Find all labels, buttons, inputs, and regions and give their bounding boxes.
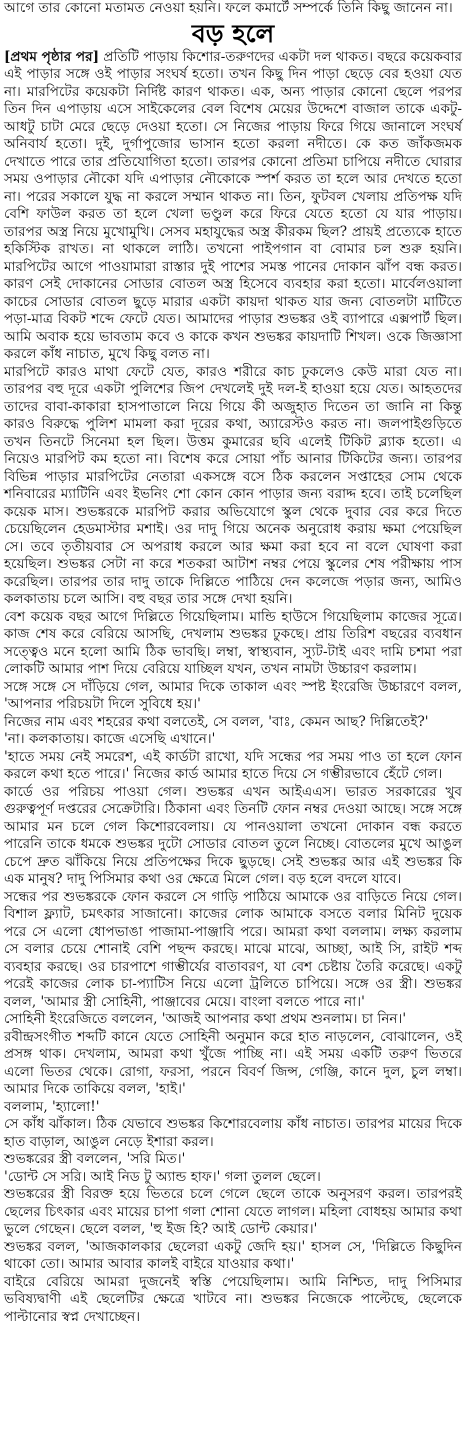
article-paragraph: মারপিটে কারও মাথা ফেটে যেত, কারও শরীরে কাচ ঢুকলেও কেউ মারা যেত না। তারপর বহু দূরে একটা পুলিশের জিপ দেখলেই দুই দল-ই হাওয়া হয়ে যেত। আহতদের তাদের বাবা-কাকারা হাসপাতালে নিয়ে গিয়ে কী অজুহাত দিতেন তা জানি না কিন্তু কারও বিরুদ্ধে পুলিশ মামলা করা দূরের কথা, অ্যারেস্টও করত না। জলপাইগুড়িতে তখন তিনটে সিনেমা হল ছিল। উত্তম কুমারের ছবি এলেই টিকিট ব্ল্যাক হতো। এ নিয়েও মারপিট কম হতো না। বিশেষ করে সোয়া পাঁচ আনার টিকিটের জন্য। তারপর বিভিন্ন পাড়ার মারপিটের নেতারা একসঙ্গে বসে ঠিক করলেন সপ্তাহের সোম থেকে শনিবারের ম্যাটিনি এবং ইভনিং শো কোন কোন পাড়ার জন্য বরাদ্দ হবে। তাই চলেছিল কয়েক মাস। শুভঙ্করকে মারপিট করার অভিযোগে স্কুল থেকে দুবার বের করে দিতে চেয়েছিলেন হেডমাস্টার মশাই। ওর দাদু গিয়ে অনেক অনুরোধ করায় ক্ষমা পেয়েছিল সে। তবে তৃতীয়বার সে অপরাধ করলে আর ক্ষমা করা হবে না বলে ঘোষণা করা হয়েছিল। শুভঙ্কর সেটা না করে শতকরা আটাশ নম্বর পেয়ে স্কুলের শেষ পরীক্ষায় পাস করেছিল। তারপর তার দাদু তাকে দিল্লিতে পাঠিয়ে দেন কলেজে পড়ার জন্য, আমিও কলকাতায় চলে আসি। বহু বছর তার সঙ্গে দেখা হয়নি। [4,363,462,607]
article-headline: বড় হলে [191,18,275,48]
article-paragraph: শুভঙ্করের স্ত্রী বললেন, 'সরি মিত।' [4,1151,186,1167]
article-paragraph: 'হাতে সময় নেই সমরেশ, এই কার্ডটা রাখো, যদি সন্ধের পর সময় পাও তা হলে ফোন করলে কথা হতে পারে।' নিজের কার্ড আমার হাতে দিয়ে সে গম্ভীরভাবে হেঁটে গেল। [4,748,462,782]
continued-from-label: [প্রথম পৃষ্ঠার পর] [4,48,100,65]
article-paragraph: বাইরে বেরিয়ে আমরা দুজনেই স্বস্তি পেয়েছিলাম। আমি নিশ্চিত, দাদু পিসিমার ভবিষ্যদ্বাণী এই ছেলেটির ক্ষেত্রে খাটবে না। শুভঙ্কর নিজেকে পাল্টেছে, ছেলেকে পাল্টানোর স্বপ্ন দেখাচ্ছেন। [4,1273,462,1325]
article-paragraph: শুভঙ্করের স্ত্রী বিরক্ত হয়ে ভিতরে চলে গেলে ছেলে তাকে অনুসরণ করল। তারপরই ছেলের চিৎকার এবং মায়ের চাপা গলা শোনা যেতে লাগল। মহিলা বোধহয় আমার কথা ভুলে গেছেন। ছেলে বলল, 'হু ইজ হি? আই ডোন্ট কেয়ার।' [4,1186,463,1237]
article-paragraph: সে কাঁধ ঝাঁকাল। ঠিক যেভাবে শুভঙ্কর কিশোরবেলায় কাঁধ নাচাত। তারপর মায়ের দিকে হাত বাড়াল, আঙুল নেড়ে ইশারা করল। [4,1116,462,1150]
article-paragraph: রবীন্দ্রসংগীত শব্দটি কানে যেতে সোহিনী অনুমান করে হাত নাড়লেন, বোঝালেন, ওই প্রসঙ্গ থাক। দেখলাম, আমরা কথা খুঁজে পাচ্ছি না। এই সময় একটি তরুণ ভিতরে এলো ভিতর থেকে। রোগা, ফরসা, পরনে বিবর্ণ জিন্স, গেঞ্জি, কানে দুল, চুল লম্বা। আমার দিকে তাকিয়ে বলল, 'হাই।' [4,1028,462,1097]
article-paragraph: সঙ্গে সঙ্গে সে দাঁড়িয়ে গেল, আমার দিকে তাকাল এবং স্পষ্ট ইংরেজি উচ্চারণে বলল, 'আপনার পরিচয়টা দিলে সুবিধে হয়।' [4,678,462,712]
article-paragraph: সোহিনী ইংরেজিতে বললেন, 'আজই আপনার কথা প্রথম শুনলাম। চা নিন।' [4,1011,407,1027]
article-paragraph: সন্ধের পর শুভঙ্করকে ফোন করলে সে গাড়ি পাঠিয়ে আমাকে ওর বাড়িতে নিয়ে গেল। বিশাল ফ্ল্যাট, চমৎকার সাজানো। কাজের লোক আমাকে বসতে বলার মিনিট দুয়েক পরে সে এলো ধোপভাঙা পাজামা-পাঞ্জাবি পরে। আমরা কথা বললাম। লক্ষ্য করলাম সে বলার চেয়ে শোনাই বেশি পছন্দ করছে। মাঝে মাঝে, আচ্ছা, আই সি, রাইট শব্দ ব্যবহার করছে। ওর চারপাশে গাম্ভীর্যের বাতাবরণ, যা বেশ চেষ্টায় তৈরি করেছে। একটু পরেই কাজের লোক চা-প্যাটিস নিয়ে এলো ট্রলিতে চাপিয়ে। সঙ্গে ওর স্ত্রী। শুভঙ্কর বলল, 'আমার স্ত্রী সোহিনী, পাঞ্জাবের মেয়ে। বাংলা বলতে পারে না।' [4,888,462,1010]
article-paragraph: কার্ডে ওর পরিচয় পাওয়া গেল। শুভঙ্কর এখন আইএএস। ভারত সরকারের খুব গুরুত্বপূর্ণ দপ্তরের সেক্রেটারি। ঠিকানা এবং তিনটি ফোন নম্বর দেওয়া আছে। সঙ্গে সঙ্গে আমার মন চলে গেল কিশোরবেলায়। যে পানওয়ালা তখনো দোকান বন্ধ করতে পারেনি তাকে ধমকে শুভঙ্কর দুটো সোডার বোতল তুলে নিচ্ছে। বোতলের মুখে আঙুল চেপে দ্রুত ঝাঁকিয়ে নিয়ে প্রতিপক্ষের দিকে ছুড়ছে। সেই শুভঙ্কর আর এই শুভঙ্কর কি এক মানুষ? দাদু পিসিমার কথা ওর ক্ষেত্রে মিলে গেল। বড় হলে বদলে যাবে। [4,783,462,887]
article-paragraph: 'ডোন্ট সে সরি। আই নিড টু অ্যান্ড হাফ।' গলা তুলল ছেলে। [4,1168,321,1185]
paragraph-text: প্রতিটি পাড়ায় কিশোর-তরুণদের একটা দল থাকত। বছরে কয়েকবার এই পাড়ার সঙ্গে ওই পাড়ার সংঘর্ষ হতো। তখন কিছু দিন পাড়া ছেড়ে বের হওয়া যেত না। মারপিটের কয়েকটা নির্দিষ্ট কারণ থাকত। এক, অন্য পাড়ার কোনো ছেলে পরপর তিন দিন এপাড়ায় এসে সাইকেলের বেল বিশেষ মেয়ের উদ্দেশে বাজাল তাকে একটু-আধটু চাটা মেরে ছেড়ে দেওয়া হতো। সে নিজের পাড়ায় ফিরে গিয়ে জানালে সংঘর্ষ অনিবার্য হতো। দুই, দুর্গাপুজোর ভাসান হতো করলা নদীতে। কে কত জাঁকজমক দেখাতে পারে তার প্রতিযোগিতা হতো। তারপর কোনো প্রতিমা চাপিয়ে নদীতে ঘোরার সময় ওপাড়ার নৌকো যদি এপাড়ার নৌকোকে স্পর্শ করত তা হলে আর দেখতে হতো না। পরের সকালে যুদ্ধ না করলে সম্মান থাকত না। তিন, ফুটবল খেলায় প্রতিপক্ষ যদি বেশি ফাউল করত তা হলে খেলা ভণ্ডুল করে ফিরে যেতে হতো যে যার পাড়ায়। তারপর অস্ত্র নিয়ে মুখোমুখি। সেসব মহাযুদ্ধের অস্ত্র কীরকম ছিল? প্রায়ই প্রত্যেকে হাতে হকিস্টিক রাখত। না থাকলে লাঠি। তখনো পাইপগান বা বোমার চল শুরু হয়নি। মারপিটের আগে পাওয়ামারা রাস্তার দুই পাশের সমস্ত পানের দোকান ঝাঁপ বন্ধ করত। কারণ সেই দোকানের সোডার বোতল অস্ত্র হিসেবে ব্যবহার করা হতো। মার্বেলওয়ালা কাচের সোডার বোতল ছুড়ে মারার একটা কায়দা থাকত যার জন্য বোতলটা মাটিতে পড়া-মাত্র বিকট শব্দে ফেটে যেত। আমাদের পাড়ার শুভঙ্কর ওই ব্যাপারে এক্সপার্ট ছিল। আমি অবাক হয়ে ভাবতাম কবে ও কাকে কখন শুভঙ্কর কায়দাটি শিখল। ওকে জিজ্ঞাসা করলে কাঁধ নাচাত, মুখে কিছু বলত না। [4,48,462,362]
article-paragraph: শুভঙ্কর বলল, 'আজকালকার ছেলেরা একটু জেদি হয়।' হাসল সে, 'দিল্লিতে কিছুদিন থাকো তো। আমার আবার কালই বাইরে যাওয়ার কথা।' [4,1238,462,1272]
article-paragraph: বললাম, 'হ্যালো!' [4,1098,100,1115]
article-paragraph: বেশ কয়েক বছর আগে দিল্লিতে গিয়েছিলাম। মান্ডি হাউসে গিয়েছিলাম কাজের সূত্রে। কাজ শেষ করে বেরিয়ে আসছি, দেখলাম শুভঙ্কর ঢুকছে। প্রায় তিরিশ বছরের ব্যবধান সত্ত্বেও মনে হলো আমি ঠিক ভাবছি। লম্বা, স্বাস্থ্যবান, স্যুট-টাই এবং দামি চশমা পরা লোকটি আমার পাশ দিয়ে বেরিয়ে যাচ্ছিল যখন, তখন নামটা উচ্চারণ করলাম। [4,608,462,677]
article-paragraph: নিজের নাম এবং শহরের কথা বলতেই, সে বলল, 'বাঃ, কেমন আছ? দিল্লিতেই?' [4,713,429,730]
article-paragraph [4,49,462,364]
continued-text-line: আগে তার কোনো মতামত নেওয়া হয়নি। ফলে কমার্টে সম্পর্কে তিনি কিছু জানেন না। [4,0,453,16]
article-paragraph: 'না। কলকাতায়। কাজে এসেছি এখানে।' [4,731,216,747]
